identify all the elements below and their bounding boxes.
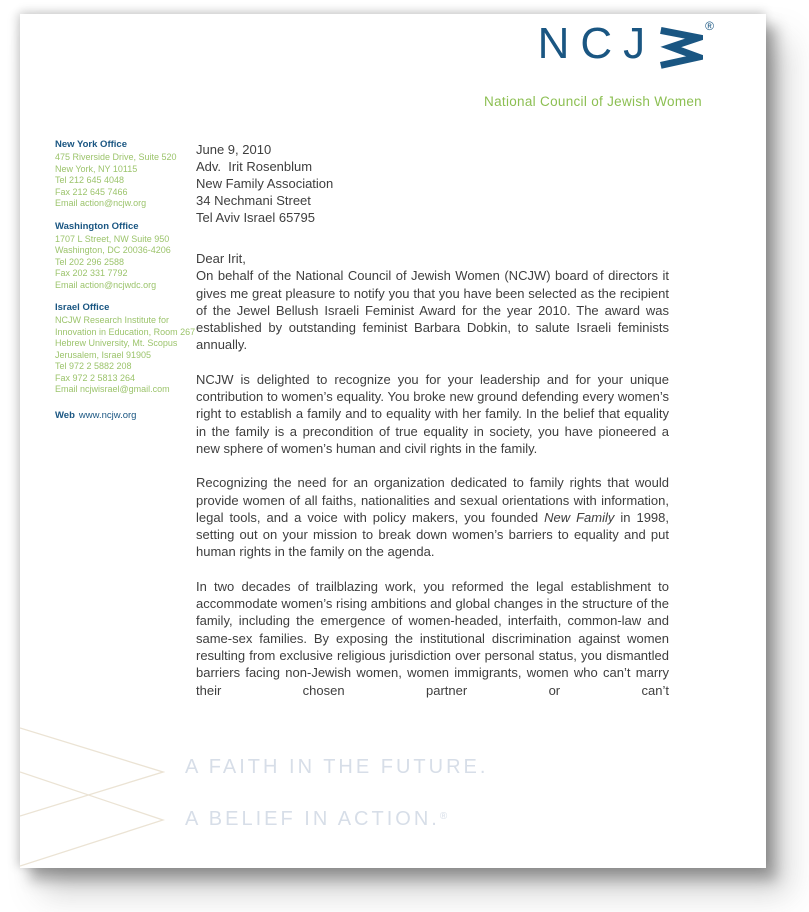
office-line: Jerusalem, Israel 91905 <box>55 349 152 360</box>
watermark-registered-icon: ® <box>439 811 448 822</box>
office-line: Tel 972 2 5882 208 <box>55 361 132 371</box>
office-line: 1707 L Street, NW Suite 950 <box>55 233 170 244</box>
letter-body <box>196 141 669 699</box>
watermark-tagline-1 <box>185 756 488 779</box>
paragraph-text: in 1998, setting out on your mission to break down women’s barriers to equality and put human rights in the family on the agenda. <box>196 509 669 560</box>
office-line: Fax 212 645 7466 <box>55 186 128 197</box>
office-line: Email ncjwisrael@gmail.com <box>55 384 170 394</box>
paragraph-text: Recognizing the need for an organization dedicated to family rights that would provide women of all faiths, nationalities and sexual orientations with information, legal tools, and a voice with policy makers, you founded <box>196 475 669 525</box>
web-label: Web <box>55 409 75 421</box>
office-name: Washington Office <box>55 220 139 232</box>
office-block <box>55 139 207 210</box>
office-line: Tel 202 296 2588 <box>55 256 125 267</box>
logo-w-icon <box>659 24 703 70</box>
letter-paragraph <box>196 474 669 560</box>
logo-row <box>537 19 714 70</box>
letter-paragraph <box>196 371 669 457</box>
paragraphs <box>196 267 669 699</box>
office-line: Innovation in Education, Room 267 <box>55 326 196 337</box>
recipient-block <box>196 158 669 226</box>
office-line: Tel 212 645 4048 <box>55 175 125 185</box>
letter-paragraph <box>196 267 669 353</box>
office-name: New York Office <box>55 139 127 150</box>
office-line: Fax 972 2 5813 264 <box>55 372 136 383</box>
recipient-line: New Family Association <box>196 176 334 191</box>
italic-text: New Family <box>544 509 615 525</box>
office-line: 475 Riverside Drive, Suite 520 <box>55 152 177 162</box>
recipient-line: Tel Aviv Israel 65795 <box>196 210 315 225</box>
office-line: New York, NY 10115 <box>55 163 138 174</box>
web-row <box>55 410 207 422</box>
office-name: Israel Office <box>55 302 110 313</box>
office-line: NCJW Research Institute for <box>55 315 170 325</box>
logo-tagline: National Council of Jewish Women <box>484 94 702 109</box>
web-url: www.ncjw.org <box>78 409 137 421</box>
watermark-tagline-2-text: A BELIEF IN ACTION. <box>185 808 440 830</box>
watermark-chevrons-icon <box>20 726 165 868</box>
salutation: Dear Irit, <box>196 251 246 266</box>
paragraph-text: On behalf of the National Council of Jewish Women (NCJW) board of directors it gives me great pleasure to notify you that you have been selected as the recipient of the Jewel Bellush Israeli Feminist Award for the year 2010. The award was established by outstanding feminist Barbara Dobkin, to salute Israeli feminists annually. <box>196 268 669 353</box>
logo-registered-icon: ® <box>705 19 714 33</box>
office-line: Washington, DC 20036-4206 <box>55 245 171 255</box>
office-block <box>55 302 207 396</box>
logo-ncj-text: NCJ <box>537 19 657 68</box>
paragraph-text: NCJW is delighted to recognize you for your leadership and for your unique contribution to women’s equality. You broke new ground defending every women’s right to establish a family and to equality with her family. In the belief that equality in the family is a precondition of true equality in society, you have pioneered a new sphere of women’s human and civil rights in the family. <box>196 371 669 456</box>
letter-date: June 9, 2010 <box>196 142 272 157</box>
letter-page <box>20 14 766 868</box>
office-line: Email action@ncjwdc.org <box>55 279 157 290</box>
recipient-line: Adv. Irit Rosenblum <box>196 159 313 174</box>
watermark-tagline-1-text: A FAITH IN THE FUTURE. <box>185 756 489 778</box>
letter-paragraph <box>196 578 669 699</box>
office-block <box>55 221 207 292</box>
office-sidebar <box>55 139 207 422</box>
recipient-line: 34 Nechmani Street <box>196 193 311 208</box>
office-line: Email action@ncjw.org <box>55 198 147 208</box>
paragraph-text: In two decades of trailblazing work, you reformed the legal establishment to accommodate women’s rising ambitions and global changes in the structure of the family, including the emergence of women-headed, interfaith, common-law and same-sex families. By exposing the institutional discrimination against women resulting from exclusive religious jurisdiction over personal status, you dismantled barriers facing non-Jewish women, women immigrants, women who can’t marry their chosen partner or can’t <box>196 578 669 698</box>
office-line: Fax 202 331 7792 <box>55 268 128 278</box>
office-line: Hebrew University, Mt. Scopus <box>55 338 178 348</box>
watermark-tagline-2 <box>185 808 447 831</box>
